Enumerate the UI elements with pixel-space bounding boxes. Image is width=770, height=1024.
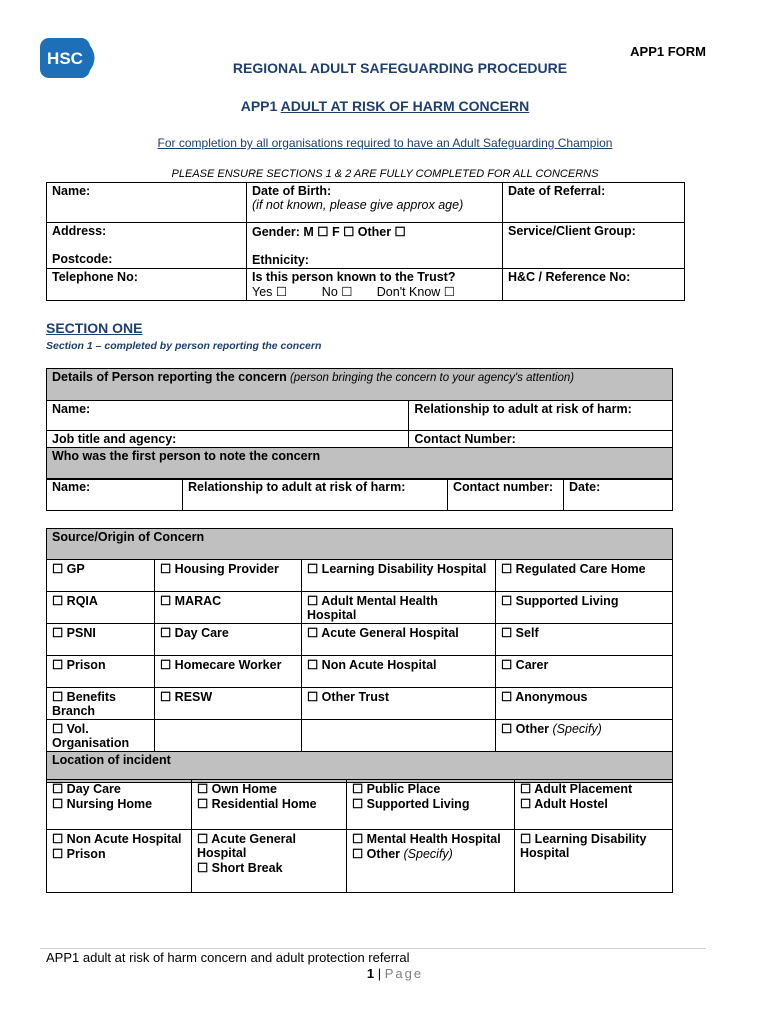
footer-divider: [40, 948, 706, 949]
location-option[interactable]: ☐ Day Care ☐ Nursing Home: [47, 780, 192, 830]
source-option[interactable]: ☐ Acute General Hospital: [302, 624, 496, 656]
source-option[interactable]: ☐ RQIA: [47, 592, 155, 624]
source-header: Source/Origin of Concern: [47, 529, 673, 560]
location-table: [46, 779, 673, 893]
source-option[interactable]: ☐ Homecare Worker: [155, 656, 302, 688]
reference-field[interactable]: H&C / Reference No:: [503, 269, 685, 301]
source-option[interactable]: ☐ Learning Disability Hospital: [302, 560, 496, 592]
source-option[interactable]: ☐ Adult Mental Health Hospital: [302, 592, 496, 624]
name-field[interactable]: Name:: [47, 183, 247, 223]
reporter-header: Details of Person reporting the concern (person bringing the concern to your agency's attention): [47, 369, 673, 401]
source-option[interactable]: ☐ RESW: [155, 688, 302, 720]
dob-field[interactable]: Date of Birth: (if not known, please give approx age): [247, 183, 503, 223]
main-title: REGIONAL ADULT SAFEGUARDING PROCEDURE: [232, 60, 568, 76]
source-option[interactable]: ☐ MARAC: [155, 592, 302, 624]
source-option[interactable]: ☐ Housing Provider: [155, 560, 302, 592]
empty-cell: [302, 720, 496, 752]
location-option[interactable]: ☐ Adult Placement ☐ Adult Hostel: [515, 780, 673, 830]
footer-text: APP1 adult at risk of harm concern and adult protection referral: [46, 950, 410, 965]
job-title-field[interactable]: Job title and agency:: [47, 431, 409, 448]
source-option[interactable]: ☐ Self: [496, 624, 673, 656]
location-option[interactable]: ☐ Learning Disability Hospital: [515, 830, 673, 893]
location-header: Location of incident: [47, 752, 673, 783]
reporter-name-field[interactable]: Name:: [47, 401, 409, 431]
source-option[interactable]: ☐ Benefits Branch: [47, 688, 155, 720]
completion-note: For completion by all organisations required to have an Adult Safeguarding Champion: [157, 136, 613, 150]
first-person-header: Who was the first person to note the concern: [47, 448, 673, 480]
location-option[interactable]: ☐ Public Place ☐ Supported Living: [347, 780, 515, 830]
first-person-table: [46, 478, 673, 511]
personal-details-table: [46, 182, 685, 301]
location-option[interactable]: ☐ Non Acute Hospital ☐ Prison: [47, 830, 192, 893]
form-id: APP1 FORM: [630, 44, 706, 59]
section-one-title: SECTION ONE: [46, 320, 143, 336]
fp-date-field[interactable]: Date:: [564, 479, 673, 511]
reporter-relationship-field[interactable]: Relationship to adult at risk of harm:: [409, 401, 673, 431]
location-option[interactable]: ☐ Acute General Hospital ☐ Short Break: [192, 830, 347, 893]
logo-text: HSC: [47, 49, 83, 68]
source-option[interactable]: ☐ PSNI: [47, 624, 155, 656]
source-option[interactable]: ☐ Non Acute Hospital: [302, 656, 496, 688]
source-option[interactable]: ☐ Regulated Care Home: [496, 560, 673, 592]
source-option[interactable]: ☐ Anonymous: [496, 688, 673, 720]
source-option[interactable]: ☐ Vol. Organisation: [47, 720, 155, 752]
source-option[interactable]: ☐ GP: [47, 560, 155, 592]
source-option[interactable]: ☐ Supported Living: [496, 592, 673, 624]
location-option[interactable]: ☐ Own Home ☐ Residential Home: [192, 780, 347, 830]
section-one-note: Section 1 – completed by person reporting the concern: [46, 340, 322, 352]
source-option[interactable]: ☐ Carer: [496, 656, 673, 688]
known-trust-field[interactable]: Is this person known to the Trust? Yes ☐ No ☐ Don't Know ☐: [247, 269, 503, 301]
ensure-note: PLEASE ENSURE SECTIONS 1 & 2 ARE FULLY COMPLETED FOR ALL CONCERNS: [171, 168, 599, 180]
page-number: 1 | Page: [366, 966, 424, 981]
telephone-field[interactable]: Telephone No:: [47, 269, 247, 301]
source-option[interactable]: ☐ Day Care: [155, 624, 302, 656]
contact-number-field[interactable]: Contact Number:: [409, 431, 673, 448]
sub-title: APP1 ADULT AT RISK OF HARM CONCERN: [240, 98, 530, 114]
referral-date-field[interactable]: Date of Referral:: [503, 183, 685, 223]
fp-contact-field[interactable]: Contact number:: [448, 479, 564, 511]
source-option[interactable]: ☐ Prison: [47, 656, 155, 688]
address-field[interactable]: Address: Postcode:: [47, 223, 247, 269]
location-option-other[interactable]: ☐ Mental Health Hospital ☐ Other (Specify): [347, 830, 515, 893]
fp-relationship-field[interactable]: Relationship to adult at risk of harm:: [183, 479, 448, 511]
source-option-other[interactable]: ☐ Other (Specify): [496, 720, 673, 752]
reporter-table: [46, 368, 673, 480]
service-group-field[interactable]: Service/Client Group:: [503, 223, 685, 269]
source-table: [46, 528, 673, 783]
empty-cell: [155, 720, 302, 752]
gender-ethnicity-field[interactable]: Gender: M ☐ F ☐ Other ☐ Ethnicity:: [247, 223, 503, 269]
fp-name-field[interactable]: Name:: [47, 479, 183, 511]
source-option[interactable]: ☐ Other Trust: [302, 688, 496, 720]
